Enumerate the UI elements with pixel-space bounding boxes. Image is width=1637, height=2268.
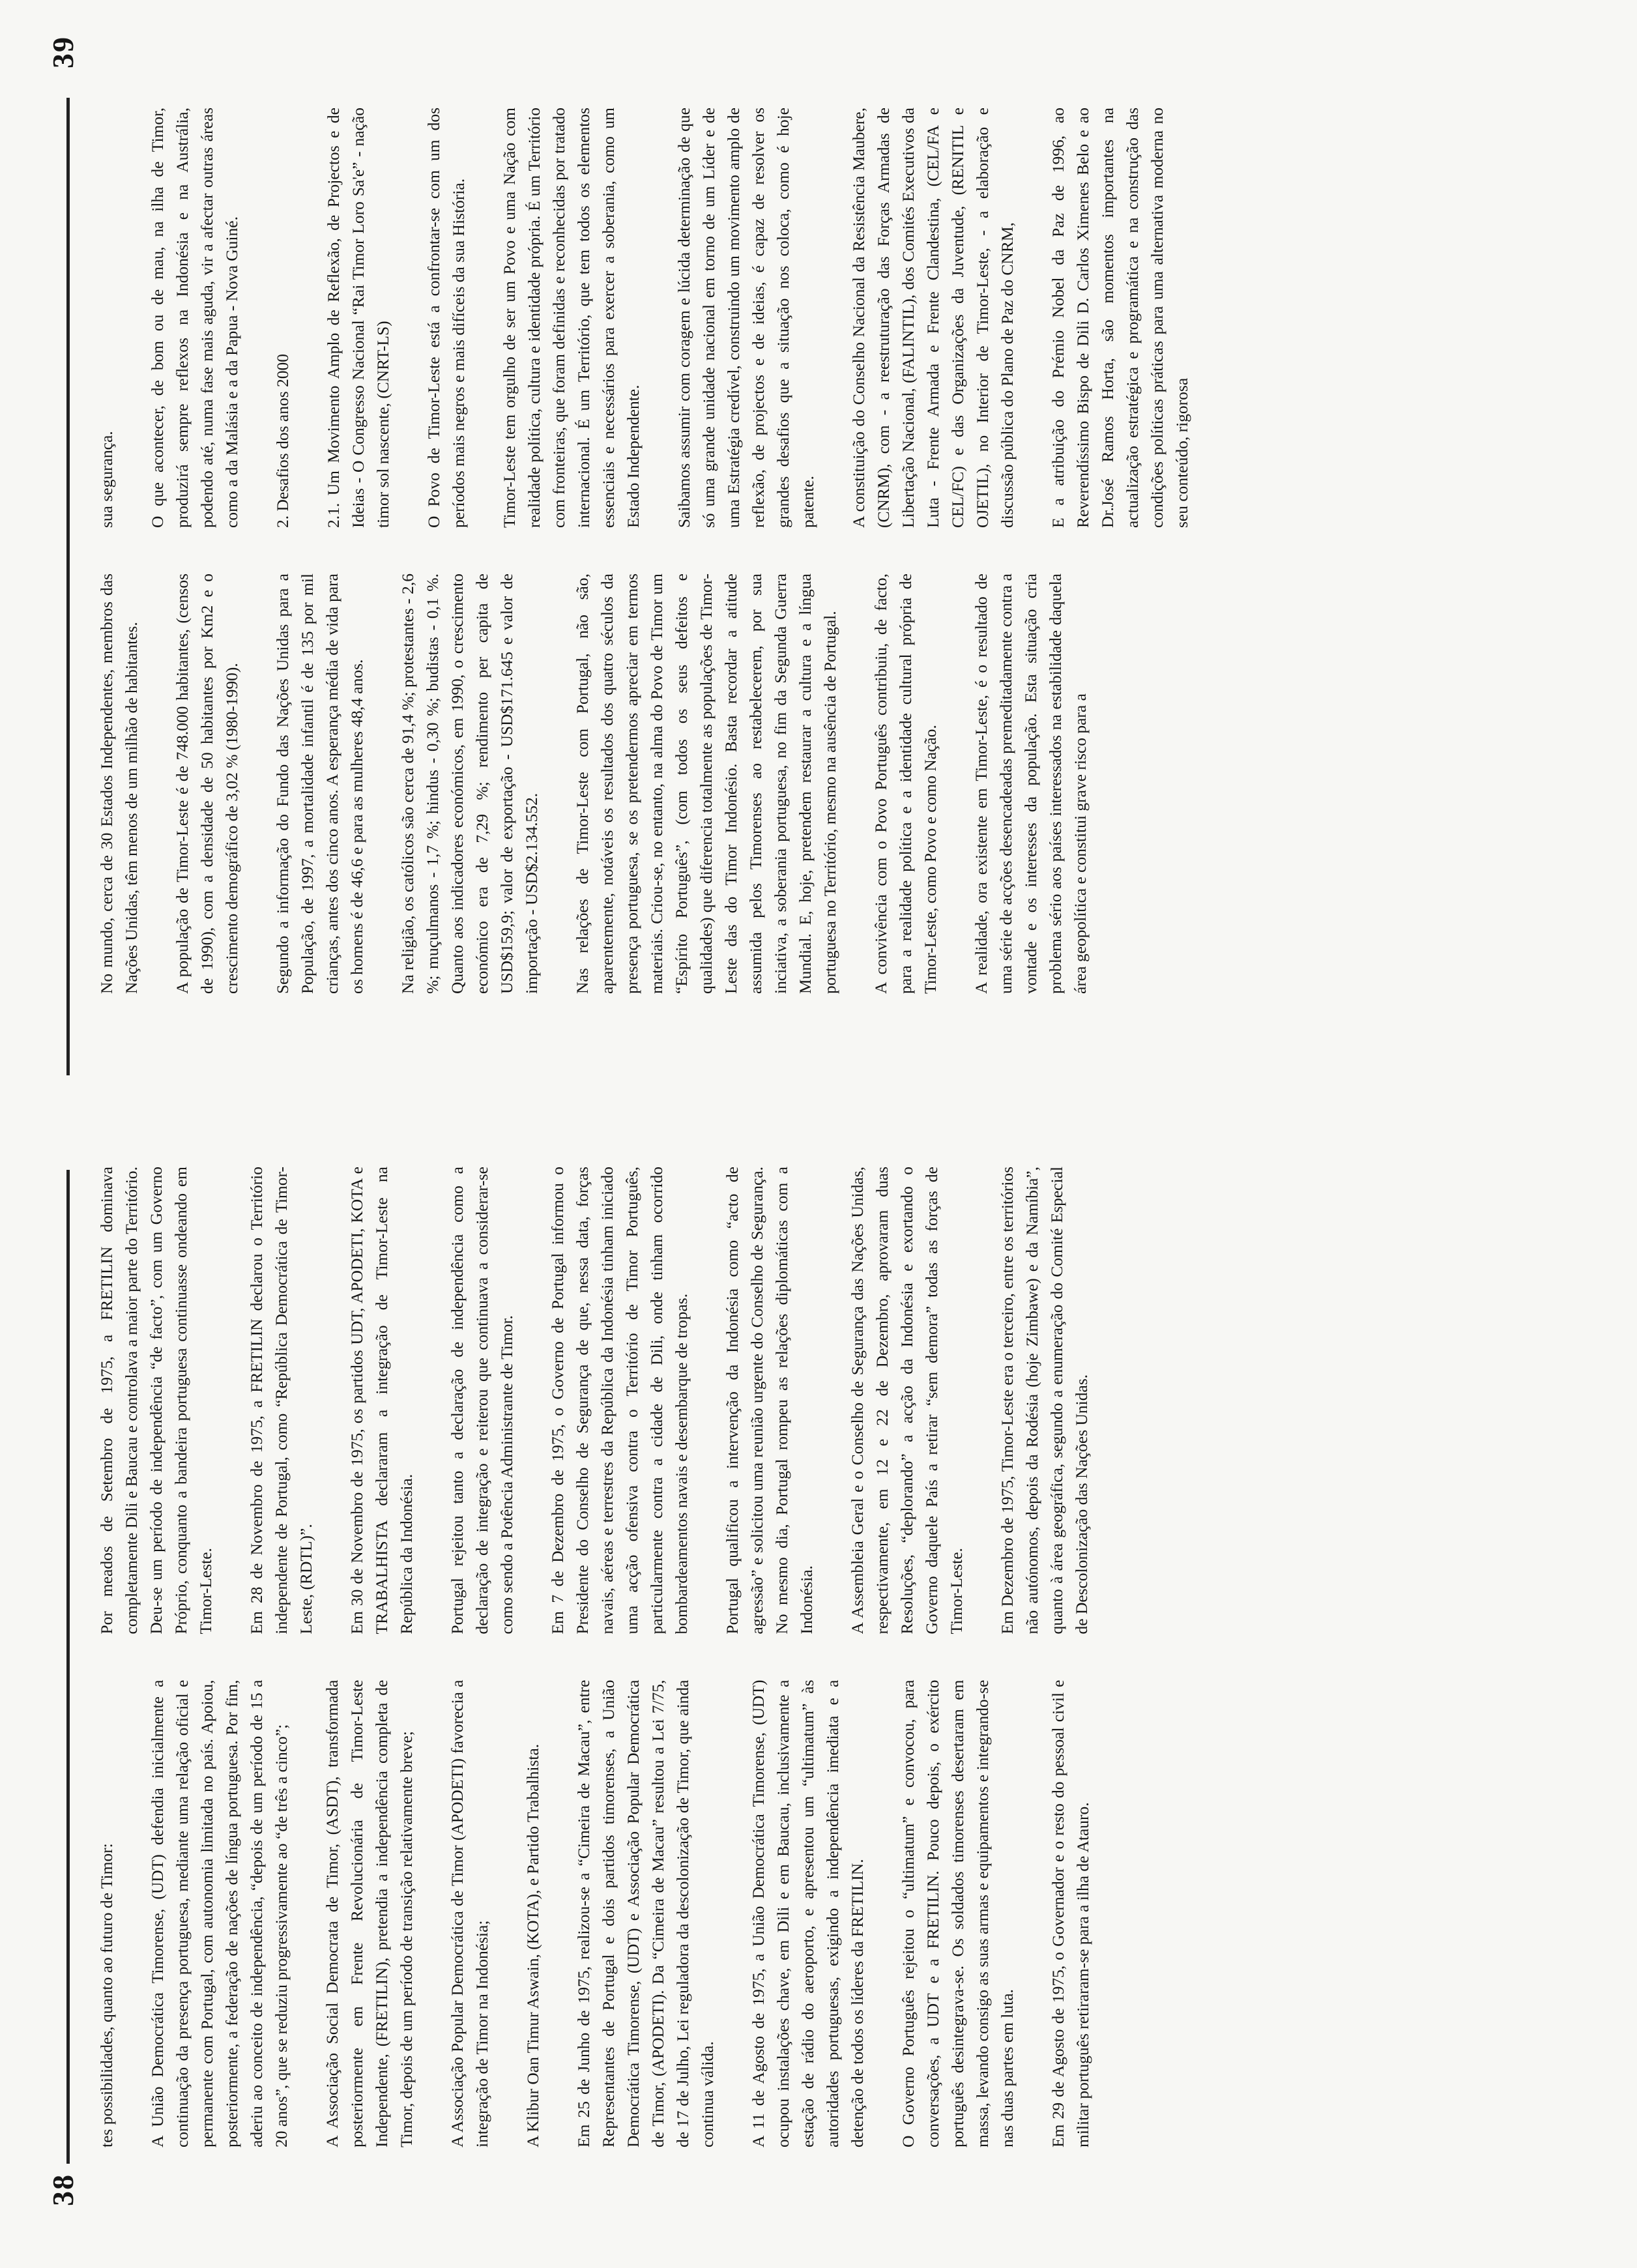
page-38 — [0, 1134, 1637, 2268]
paragraph: Em 28 de Novembro de 1975, a FRETILIN declarou o Território independente de Portugal, como “República Democrática de Timor-Leste, (RDTL)”. — [247, 1167, 315, 1635]
text-columns — [94, 108, 1593, 994]
column-2 — [94, 1167, 1593, 1635]
header-rule — [66, 1170, 70, 2164]
page-number: 39 — [46, 36, 80, 68]
paragraph: sua segurança. — [97, 431, 116, 528]
paragraph: Por meados de Setembro de 1975, a FRETILIN dominava completamente Dili e Baucau e controlava a maior parte do Território. Deu-se um período de independência “de facto”, com um Governo Próprio, conquanto a bandeira portuguesa continuasse ondeando em Timor-Leste. — [97, 1167, 215, 1635]
column-1 — [94, 574, 1593, 994]
paragraph: A convivência com o Povo Português contribuiu, de facto, para a realidade política e a identidade cultural própria de Timor-Leste, como Povo e como Nação. — [871, 574, 940, 994]
paragraph: No mundo, cerca de 30 Estados Independentes, membros das Nações Unidas, têm menos de um milhão de habitantes. — [97, 574, 141, 994]
paragraph: A Associação Popular Democrática de Timor (APODETI) favorecia a integração de Timor na Indonésia; — [448, 1679, 491, 2147]
paragraph: A constituição do Conselho Nacional da Resistência Maubere, (CNRM), com - a reestruturação das Forças Armadas de Libertação Nacional, (FALINTIL), dos Comités Executivos da Luta - Frente Armada e Frente Clandestina, (CEL/FA e CEL/FC) e das Organizações da Juventude, (RENITIL e OJETIL), no Interior de Timor-Leste, - a elaboração e discussão pública do Plano de Paz do CNRM, — [849, 108, 1017, 528]
paragraph: Portugal rejeitou tanto a declaração de independência como a declaração de integração e reiterou que continuava a considerar-se como sendo a Potência Administrante de Timor. — [448, 1167, 516, 1635]
page-number: 38 — [46, 2174, 80, 2206]
paragraph: E a atribuição do Prémio Nobel da Paz de 1996, ao Reverendíssimo Bispo de Dili D. Carlos Ximenes Belo e ao Dr.José Ramos Horta, são momentos importantes na actualização estratégica e programática e na construção das condições políticas práticas para uma alternativa moderna no seu conteúdo, rigorosa — [1049, 108, 1191, 528]
paragraph: Em 7 de Dezembro de 1975, o Governo de Portugal informou o Presidente do Conselho de Segurança de que, nessa data, forças navais, aéreas e terrestres da República da Indonésia tinham iniciado uma acção ofensiva contra o Território de Timor Português, particularmente contra a cidade de Dili, onde tinham ocorrido bombardeamentos navais e desembarque de tropas. — [548, 1167, 691, 1635]
paragraph: A Assembleia Geral e o Conselho de Segurança das Nações Unidas, respectivamente, em 12 e 22 de Dezembro, aprovaram duas Resoluções, “deplorando” a acção da Indonésia e exortando o Governo daquele País a retirar “sem demora” todas as forças de Timor-Leste. — [848, 1167, 966, 1635]
paragraph: A Associação Social Democrata de Timor, (ASDT), transformada posteriormente em Frente Revolucionária de Timor-Leste Independente, (FRETILIN), pretendia a independência completa de Timor, depois de um período de transição relativamente breve; — [323, 1679, 416, 2147]
paragraph: A União Democrática Timorense, (UDT) defendia inicialmente a continuação da presença portuguesa, mediante uma relação oficial e permanente com Portugal, com autonomia limitada no país. Apoiou, posteriormente, a federação de nações de língua portuguesa. Por fim, aderiu ao conceito de independência, “depois de um período de 15 a 20 anos”, que se reduziu progressivamente ao “de três a cinco”; — [148, 1679, 291, 2147]
paragraph: Em 25 de Junho de 1975, realizou-se a “Cimeira de Macau”, entre Representantes de Portugal e dois partidos timorenses, a União Democrática Timorense, (UDT) e Associação Popular Democrática de Timor, (APODETI). Da “Cimeira de Macau” resultou a Lei 7/75, de 17 de Julho, Lei reguladora da descolonização de Timor, que ainda continua válida. — [574, 1679, 717, 2147]
column-2 — [94, 108, 1593, 528]
paragraph: O que acontecer, de bom ou de mau, na ilha de Timor, produzirá sempre reflexos na Indonésia e na Austrália, podendo até, numa fase mais aguda, vir a afectar outras áreas como a da Malásia e a da Papua - Nova Guiné. — [148, 108, 241, 528]
paragraph: A Klibur Oan Timur Aswain, (KOTA), e Partido Trabalhista. — [523, 1743, 542, 2147]
header-rule — [66, 98, 70, 1075]
paragraph: tes possibilidades, quanto ao futuro de Timor: — [97, 1843, 116, 2147]
paragraph: A realidade, ora existente em Timor-Leste, é o resultado de uma série de acções desencadeadas premeditadamente contra a vontade e os interesses da população. Esta situação cria problema sério aos países interessados na estabilidade daquela área geopolítica e constitui grave risco para a — [972, 574, 1090, 994]
paragraph: Saibamos assumir com coragem e lúcida determinação de que só uma grande unidade nacional em torno de um Líder e de uma Estratégia credível, construindo um movimento amplo de reflexão, de projectos e de ideias, é capaz de resolver os grandes desafios que a situação nos coloca, como é hoje patente. — [674, 108, 817, 528]
column-1 — [94, 1680, 1593, 2148]
paragraph: Timor-Leste tem orgulho de ser um Povo e uma Nação com realidade política, cultura e identidade própria. É um Território com fronteiras, que foram definidas e reconhecidas por tratado internacional. É um Território, que tem todos os elementos essenciais e necessários para exercer a soberania, como um Estado Independente. — [500, 108, 643, 528]
paragraph: O Povo de Timor-Leste está a confrontar-se com um dos períodos mais negros e mais difíceis da sua História. — [424, 108, 468, 528]
text-columns — [94, 1167, 1593, 2147]
paragraph: Nas relações de Timor-Leste com Portugal, não são, aparentemente, notáveis os resultados dos quatro séculos da presença portuguesa, se os pretendermos apreciar em termos materiais. Criou-se, no entanto, na alma do Povo de Timor um “Espírito Português”, (com todos os seus defeitos e qualidades) que diferencia totalmente as populações de Timor-Leste das do Timor Indonésio. Basta recordar a atitude assumida pelos Timorenses ao restabelecerem, por sua inciativa, a soberania portuguesa, no fim da Segunda Guerra Mundial. E, hoje, pretendem restaurar a cultura e a língua portuguesa no Território, mesmo na ausência de Portugal. — [573, 574, 839, 994]
paragraph: Em 30 de Novembro de 1975, os partidos UDT, APODETI, KOTA e TRABALHISTA declararam a integração de Timor-Leste na República da Indonésia. — [347, 1167, 416, 1635]
paragraph: Portugal qualificou a intervenção da Indonésia como “acto de agressão” e solicitou uma reunião urgente do Conselho de Segurança. No mesmo dia, Portugal rompeu as relações diplomáticas com a Indonésia. — [723, 1167, 816, 1635]
paragraph: Na religião, os católicos são cerca de 91,4 %; protestantes - 2,6 %; muçulmanos - 1,7 %; hindus - 0,30 %; budistas - 0,1 %. Quanto aos indicadores económicos, em 1990, o crescimento económico era de 7,29 %; rendimento per capita de USD$159,9; valor de exportação - USD$171.645 e valor de importação - USD$2.134.552. — [398, 574, 541, 994]
paragraph: A 11 de Agosto de 1975, a União Democrática Timorense, (UDT) ocupou instalações chave, em Dili e em Baucau, inclusivamente a estação de rádio do aeroporto, e apresentou um “ultimatum” às autoridades portuguesas, exigindo a independência imediata e a detenção de todos os líderes da FRETILIN. — [749, 1679, 867, 2147]
section-heading: 2. Desafios dos anos 2000 — [273, 353, 292, 528]
paragraph: O Governo Português rejeitou o “ultimatum” e convocou, para conversações, a UDT e a FRETILIN. Pouco depois, o exército português desintegrava-se. Os soldados timorenses desertaram em massa, levando consigo as suas armas e equipamentos e integrando-se nas duas partes em luta. — [899, 1679, 1017, 2147]
paragraph: Em 29 de Agosto de 1975, o Governador e o resto do pessoal civil e militar português retiraram-se para a ilha de Atauro. — [1049, 1679, 1092, 2147]
paragraph: Segundo a informação do Fundo das Nações Unidas para a População, de 1997, a mortalidade infantil é de 135 por mil crianças, antes dos cinco anos. A esperança média de vida para os homens é de 46,6 e para as mulheres 48,4 anos. — [273, 574, 366, 994]
subsection-heading: 2.1. Um Movimento Amplo de Reflexão, de Projectos e de Ideias - O Congresso Nacional “Rai Timor Loro Sa'e” - nação timor sol nascente, (CNRT-LS) — [324, 108, 392, 528]
paragraph: Em Dezembro de 1975, Timor-Leste era o terceiro, entre os territórios não autónomos, depois da Rodésia (hoje Zimbawe) e da Namíbia”, quanto à área geográfica, segundo a enumeração do Comité Especial de Descolonização das Nações Unidas. — [998, 1167, 1091, 1635]
paragraph: A população de Timor-Leste é de 748.000 habitantes, (censos de 1990), com a densidade de 50 habitantes por Km2 e o crescimento demográfico de 3,02 % (1980-1990). — [173, 574, 241, 994]
